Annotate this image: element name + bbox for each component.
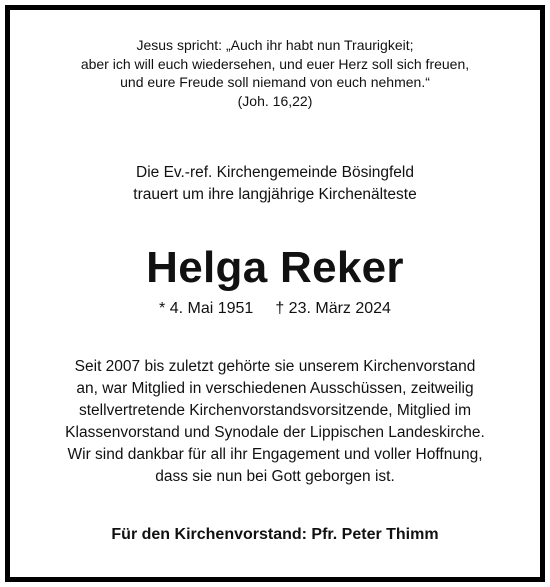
quote-reference: (Joh. 16,22) xyxy=(237,92,313,109)
quote-line: aber ich will euch wiedersehen, und euer Herz soll sich freuen, xyxy=(80,55,470,72)
tribute-line: stellvertretende Kirchenvorstandsvorsitzende, Mitglied im xyxy=(79,402,471,419)
tribute-text xyxy=(0,356,550,488)
tribute-line: Seit 2007 bis zuletzt gehörte sie unserem Kirchenvorstand xyxy=(74,358,476,375)
tribute-line: Klassenvorstand und Synodale der Lippischen Landeskirche. xyxy=(65,424,485,441)
congregation-line: trauert um ihre langjährige Kirchenälteste xyxy=(133,186,417,203)
life-dates xyxy=(0,298,550,320)
tribute-line: an, war Mitglied in verschiedenen Ausschüssen, zeitweilig xyxy=(76,380,474,397)
signature: Für den Kirchenvorstand: Pfr. Peter Thimm xyxy=(111,526,439,543)
death-date: † 23. März 2024 xyxy=(275,300,391,317)
deceased-name: Helga Reker xyxy=(146,243,404,292)
congregation-announcement xyxy=(0,162,550,206)
quote-line: Jesus spricht: „Auch ihr habt nun Traurigkeit; xyxy=(136,37,414,53)
tribute-line: Wir sind dankbar für all ihr Engagement und voller Hoffnung, xyxy=(67,446,483,463)
congregation-line: Die Ev.-ref. Kirchengemeinde Bösingfeld xyxy=(136,164,414,181)
tribute-line: dass sie nun bei Gott geborgen ist. xyxy=(155,468,395,485)
birth-date: * 4. Mai 1951 xyxy=(159,300,254,317)
quote-line: und eure Freude soll niemand von euch nehmen.“ xyxy=(120,74,430,90)
bible-quote xyxy=(0,36,550,110)
